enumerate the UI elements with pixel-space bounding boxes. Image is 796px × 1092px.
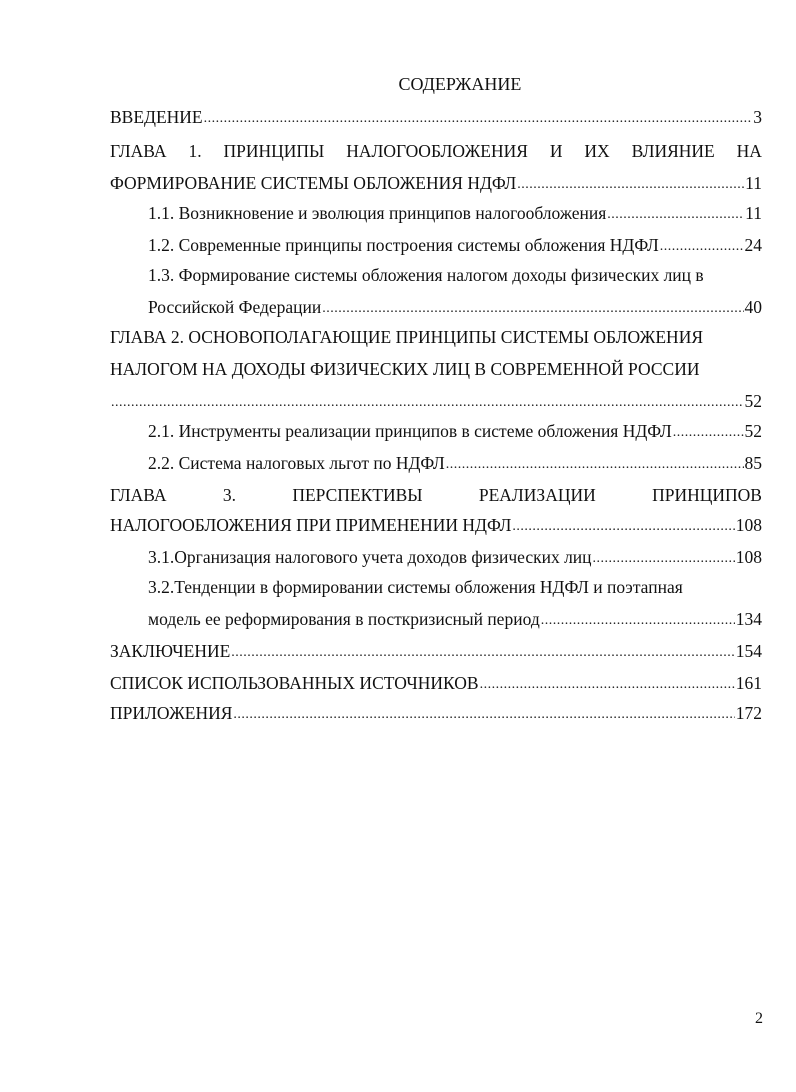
toc-page-number: 172 (735, 703, 762, 723)
toc-page-number: 24 (744, 235, 762, 255)
toc-entry-text: 3.2.Тенденции в формировании системы обложения НДФЛ и поэтапная (148, 577, 683, 597)
toc-entry-text: ПРИЛОЖЕНИЯ (110, 703, 233, 723)
dot-leader (480, 672, 735, 694)
word: ВЛИЯНИЕ (631, 141, 715, 161)
toc-entry-text: 3.1.Организация налогового учета доходов физических лиц (148, 547, 592, 567)
page-number: 2 (755, 1010, 763, 1027)
toc-entry-text: НАЛОГОМ НА ДОХОДЫ ФИЗИЧЕСКИХ ЛИЦ В СОВРЕМЕННОЙ РОССИИ (110, 359, 700, 379)
dot-leader (660, 234, 744, 256)
toc-chapter-3-line-2[interactable] (110, 514, 762, 536)
dot-leader (593, 546, 735, 568)
toc-page-number: 108 (735, 547, 762, 567)
toc-chapter-1-line-1[interactable] (110, 140, 762, 162)
toc-entry-sources[interactable] (110, 672, 762, 694)
word: 3. (222, 485, 236, 505)
dot-leader (673, 420, 744, 442)
toc-entry-text: модель ее реформирования в посткризисный период (148, 609, 540, 629)
toc-page-number: 52 (744, 391, 762, 411)
dot-leader (111, 390, 744, 412)
toc-entry-text: Российской Федерации (148, 297, 322, 317)
toc-page-number: 40 (744, 297, 762, 317)
dot-leader (541, 608, 735, 630)
toc-chapter-1-line-2[interactable] (110, 172, 762, 194)
toc-page-number: 108 (735, 515, 762, 535)
toc-entry-text: 2.1. Инструменты реализации принципов в системе обложения НДФЛ (148, 421, 672, 441)
dot-leader (517, 172, 744, 194)
toc-section-2-1[interactable] (148, 420, 762, 442)
toc-section-1-2[interactable] (148, 234, 762, 256)
dot-leader (446, 452, 744, 474)
toc-entry-appendix[interactable] (110, 702, 762, 724)
toc-section-3-2-line-1[interactable] (148, 576, 762, 598)
toc-section-2-2[interactable] (148, 452, 762, 474)
toc-page-number: 3 (753, 107, 762, 127)
word: ИХ (584, 141, 610, 161)
dot-leader (231, 640, 734, 662)
toc-entry-text: ГЛАВА 2. ОСНОВОПОЛАГАЮЩИЕ ПРИНЦИПЫ СИСТЕМЫ ОБЛОЖЕНИЯ (110, 327, 704, 347)
toc-page-number: 161 (735, 673, 762, 693)
dot-leader (233, 702, 734, 724)
toc-section-3-2-line-2[interactable] (148, 608, 762, 630)
toc-chapter-3-line-1[interactable] (110, 484, 762, 506)
toc-entry-intro[interactable] (110, 106, 762, 128)
toc-entry-text: 2.2. Система налоговых льгот по НДФЛ (148, 453, 445, 473)
dot-leader (322, 296, 743, 318)
toc-chapter-2-line-2[interactable] (110, 358, 762, 380)
toc-page-number: 52 (744, 421, 762, 441)
toc-entry-text: 1.1. Возникновение и эволюция принципов налогообложения (148, 203, 607, 223)
toc-section-1-1[interactable] (148, 202, 762, 224)
toc-entry-text: ВВЕДЕНИЕ (110, 107, 203, 127)
word: НА (736, 141, 762, 161)
toc-section-1-3-line-2[interactable] (148, 296, 762, 318)
toc-entry-conclusion[interactable] (110, 640, 762, 662)
toc-page-number: 154 (735, 641, 762, 661)
dot-leader (204, 106, 753, 128)
toc-page-number: 85 (744, 453, 762, 473)
toc-section-1-3-line-1[interactable] (148, 264, 762, 286)
word: ГЛАВА (110, 485, 167, 505)
dot-leader (512, 514, 734, 536)
toc-entry-text: СПИСОК ИСПОЛЬЗОВАННЫХ ИСТОЧНИКОВ (110, 673, 479, 693)
toc-entry-text: НАЛОГООБЛОЖЕНИЯ ПРИ ПРИМЕНЕНИИ НДФЛ (110, 515, 512, 535)
toc-entry-text: 1.3. Формирование системы обложения налогом доходы физических лиц в (148, 265, 704, 285)
toc-entry-text: 1.2. Современные принципы построения системы обложения НДФЛ (148, 235, 659, 255)
page-title: СОДЕРЖАНИЕ (398, 74, 522, 94)
word: НАЛОГООБЛОЖЕНИЯ (346, 141, 528, 161)
toc-chapter-2-line-3[interactable] (110, 390, 762, 412)
toc-entry-text: ФОРМИРОВАНИЕ СИСТЕМЫ ОБЛОЖЕНИЯ НДФЛ (110, 173, 517, 193)
word: ГЛАВА (110, 141, 167, 161)
word: И (549, 141, 563, 161)
word: ПРИНЦИПОВ (652, 485, 762, 505)
toc-page-number: 11 (745, 203, 762, 223)
toc-section-3-1[interactable] (148, 546, 762, 568)
word: ПЕРСПЕКТИВЫ (292, 485, 423, 505)
toc-entry-text: ЗАКЛЮЧЕНИЕ (110, 641, 231, 661)
word: 1. (188, 141, 202, 161)
dot-leader (607, 202, 744, 224)
toc-page-number: 11 (745, 173, 762, 193)
toc-chapter-2-line-1[interactable] (110, 326, 762, 348)
word: ПРИНЦИПЫ (223, 141, 325, 161)
word: РЕАЛИЗАЦИИ (478, 485, 596, 505)
toc-page-number: 134 (735, 609, 762, 629)
